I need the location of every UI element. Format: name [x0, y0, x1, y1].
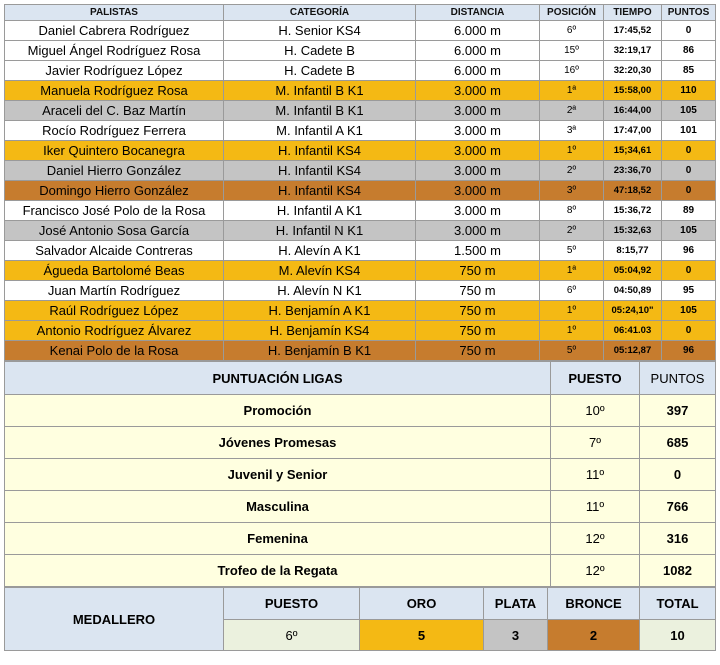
result-row [5, 281, 716, 301]
league-place: 7º [551, 427, 640, 459]
category-cell: M. Alevín KS4 [224, 261, 416, 281]
league-points: 685 [640, 427, 716, 459]
position-cell: 3ª [540, 121, 604, 141]
time-cell: 04:50,89 [604, 281, 662, 301]
time-cell: 47:18,52 [604, 181, 662, 201]
result-row [5, 261, 716, 281]
league-place: 11º [551, 459, 640, 491]
header-distancia: DISTANCIA [416, 5, 540, 21]
league-row [5, 555, 716, 587]
result-row [5, 221, 716, 241]
points-cell: 105 [662, 221, 716, 241]
position-cell: 2º [540, 161, 604, 181]
distance-cell: 3.000 m [416, 221, 540, 241]
points-cell: 95 [662, 281, 716, 301]
league-points: 766 [640, 491, 716, 523]
result-row [5, 141, 716, 161]
result-row [5, 321, 716, 341]
category-cell: H. Infantil A K1 [224, 201, 416, 221]
points-cell: 0 [662, 161, 716, 181]
leagues-body [5, 395, 716, 587]
medals-value-bronze: 2 [548, 620, 640, 651]
medals-value-place: 6º [224, 620, 360, 651]
points-cell: 110 [662, 81, 716, 101]
palista-cell: Juan Martín Rodríguez [5, 281, 224, 301]
header-palistas: PALISTAS [5, 5, 224, 21]
league-place: 12º [551, 523, 640, 555]
points-cell: 85 [662, 61, 716, 81]
results-header-row [5, 5, 716, 21]
category-cell: H. Infantil N K1 [224, 221, 416, 241]
distance-cell: 6.000 m [416, 21, 540, 41]
time-cell: 05:04,92 [604, 261, 662, 281]
result-row [5, 301, 716, 321]
result-row [5, 181, 716, 201]
league-name: Promoción [5, 395, 551, 427]
points-cell: 0 [662, 21, 716, 41]
time-cell: 8:15,77 [604, 241, 662, 261]
time-cell: 17:47,00 [604, 121, 662, 141]
league-points: 0 [640, 459, 716, 491]
position-cell: 5º [540, 341, 604, 361]
league-row [5, 459, 716, 491]
time-cell: 17:45,52 [604, 21, 662, 41]
distance-cell: 3.000 m [416, 141, 540, 161]
time-cell: 15:32,63 [604, 221, 662, 241]
result-row [5, 21, 716, 41]
result-row [5, 41, 716, 61]
category-cell: H. Infantil KS4 [224, 181, 416, 201]
points-cell: 96 [662, 241, 716, 261]
palista-cell: Daniel Cabrera Rodríguez [5, 21, 224, 41]
time-cell: 16:44,00 [604, 101, 662, 121]
palista-cell: Daniel Hierro González [5, 161, 224, 181]
palista-cell: Javier Rodríguez López [5, 61, 224, 81]
position-cell: 1º [540, 141, 604, 161]
result-row [5, 201, 716, 221]
results-table [4, 4, 716, 361]
palista-cell: Salvador Alcaide Contreras [5, 241, 224, 261]
distance-cell: 1.500 m [416, 241, 540, 261]
distance-cell: 750 m [416, 301, 540, 321]
category-cell: H. Alevín N K1 [224, 281, 416, 301]
position-cell: 16º [540, 61, 604, 81]
time-cell: 32:19,17 [604, 41, 662, 61]
league-name: Masculina [5, 491, 551, 523]
palista-cell: Iker Quintero Bocanegra [5, 141, 224, 161]
distance-cell: 750 m [416, 321, 540, 341]
league-place: 10º [551, 395, 640, 427]
time-cell: 32:20,30 [604, 61, 662, 81]
league-name: Trofeo de la Regata [5, 555, 551, 587]
palista-cell: José Antonio Sosa García [5, 221, 224, 241]
time-cell: 05:24,10" [604, 301, 662, 321]
category-cell: H. Benjamín A K1 [224, 301, 416, 321]
position-cell: 1º [540, 301, 604, 321]
palista-cell: Domingo Hierro González [5, 181, 224, 201]
palista-cell: Francisco José Polo de la Rosa [5, 201, 224, 221]
distance-cell: 3.000 m [416, 161, 540, 181]
palista-cell: Águeda Bartolomé Beas [5, 261, 224, 281]
league-place: 12º [551, 555, 640, 587]
points-cell: 0 [662, 321, 716, 341]
points-cell: 101 [662, 121, 716, 141]
distance-cell: 3.000 m [416, 81, 540, 101]
category-cell: H. Infantil KS4 [224, 141, 416, 161]
points-cell: 105 [662, 101, 716, 121]
points-cell: 105 [662, 301, 716, 321]
position-cell: 3º [540, 181, 604, 201]
header-categoria: CATEGORÍA [224, 5, 416, 21]
leagues-table [4, 361, 716, 587]
league-name: Femenina [5, 523, 551, 555]
palista-cell: Miguel Ángel Rodríguez Rosa [5, 41, 224, 61]
category-cell: H. Alevín A K1 [224, 241, 416, 261]
results-sheet [4, 4, 715, 651]
position-cell: 15º [540, 41, 604, 61]
distance-cell: 3.000 m [416, 201, 540, 221]
category-cell: M. Infantil A K1 [224, 121, 416, 141]
leagues-header-points: PUNTOS [640, 362, 716, 395]
time-cell: 23:36,70 [604, 161, 662, 181]
league-name: Juvenil y Senior [5, 459, 551, 491]
points-cell: 89 [662, 201, 716, 221]
medals-header-silver: PLATA [484, 588, 548, 620]
result-row [5, 101, 716, 121]
league-points: 397 [640, 395, 716, 427]
category-cell: H. Cadete B [224, 41, 416, 61]
medals-header-row [5, 588, 716, 620]
category-cell: H. Senior KS4 [224, 21, 416, 41]
league-points: 316 [640, 523, 716, 555]
position-cell: 2º [540, 221, 604, 241]
position-cell: 8º [540, 201, 604, 221]
result-row [5, 81, 716, 101]
leagues-header-place: PUESTO [551, 362, 640, 395]
time-cell: 15:36,72 [604, 201, 662, 221]
result-row [5, 61, 716, 81]
palista-cell: Raúl Rodríguez López [5, 301, 224, 321]
distance-cell: 6.000 m [416, 61, 540, 81]
medals-table [4, 587, 716, 651]
position-cell: 1º [540, 321, 604, 341]
palista-cell: Rocío Rodríguez Ferrera [5, 121, 224, 141]
points-cell: 0 [662, 261, 716, 281]
medals-header-total: TOTAL [640, 588, 716, 620]
time-cell: 05:12,87 [604, 341, 662, 361]
position-cell: 5º [540, 241, 604, 261]
category-cell: M. Infantil B K1 [224, 81, 416, 101]
position-cell: 6º [540, 21, 604, 41]
distance-cell: 3.000 m [416, 121, 540, 141]
header-tiempo: TIEMPO [604, 5, 662, 21]
points-cell: 86 [662, 41, 716, 61]
result-row [5, 241, 716, 261]
points-cell: 0 [662, 181, 716, 201]
league-row [5, 427, 716, 459]
medals-header-place: PUESTO [224, 588, 360, 620]
points-cell: 0 [662, 141, 716, 161]
time-cell: 06:41.03 [604, 321, 662, 341]
medals-header-bronze: BRONCE [548, 588, 640, 620]
leagues-header-row [5, 362, 716, 395]
time-cell: 15;34,61 [604, 141, 662, 161]
league-points: 1082 [640, 555, 716, 587]
category-cell: H. Benjamín B K1 [224, 341, 416, 361]
category-cell: H. Benjamín KS4 [224, 321, 416, 341]
medals-value-total: 10 [640, 620, 716, 651]
palista-cell: Araceli del C. Baz Martín [5, 101, 224, 121]
result-row [5, 161, 716, 181]
distance-cell: 6.000 m [416, 41, 540, 61]
position-cell: 2ª [540, 101, 604, 121]
distance-cell: 3.000 m [416, 101, 540, 121]
league-name: Jóvenes Promesas [5, 427, 551, 459]
position-cell: 6º [540, 281, 604, 301]
league-row [5, 491, 716, 523]
position-cell: 1ª [540, 261, 604, 281]
palista-cell: Kenai Polo de la Rosa [5, 341, 224, 361]
results-body [5, 21, 716, 361]
result-row [5, 341, 716, 361]
medals-value-silver: 3 [484, 620, 548, 651]
medals-header-gold: ORO [360, 588, 484, 620]
points-cell: 96 [662, 341, 716, 361]
league-row [5, 523, 716, 555]
position-cell: 1ª [540, 81, 604, 101]
category-cell: H. Infantil KS4 [224, 161, 416, 181]
header-posicion: POSICIÓN [540, 5, 604, 21]
medals-value-gold: 5 [360, 620, 484, 651]
leagues-title: PUNTUACIÓN LIGAS [5, 362, 551, 395]
distance-cell: 750 m [416, 261, 540, 281]
medals-label: MEDALLERO [5, 588, 224, 651]
result-row [5, 121, 716, 141]
palista-cell: Antonio Rodríguez Álvarez [5, 321, 224, 341]
category-cell: H. Cadete B [224, 61, 416, 81]
distance-cell: 3.000 m [416, 181, 540, 201]
distance-cell: 750 m [416, 341, 540, 361]
category-cell: M. Infantil B K1 [224, 101, 416, 121]
time-cell: 15:58,00 [604, 81, 662, 101]
league-row [5, 395, 716, 427]
league-place: 11º [551, 491, 640, 523]
distance-cell: 750 m [416, 281, 540, 301]
palista-cell: Manuela Rodríguez Rosa [5, 81, 224, 101]
header-puntos: PUNTOS [662, 5, 716, 21]
